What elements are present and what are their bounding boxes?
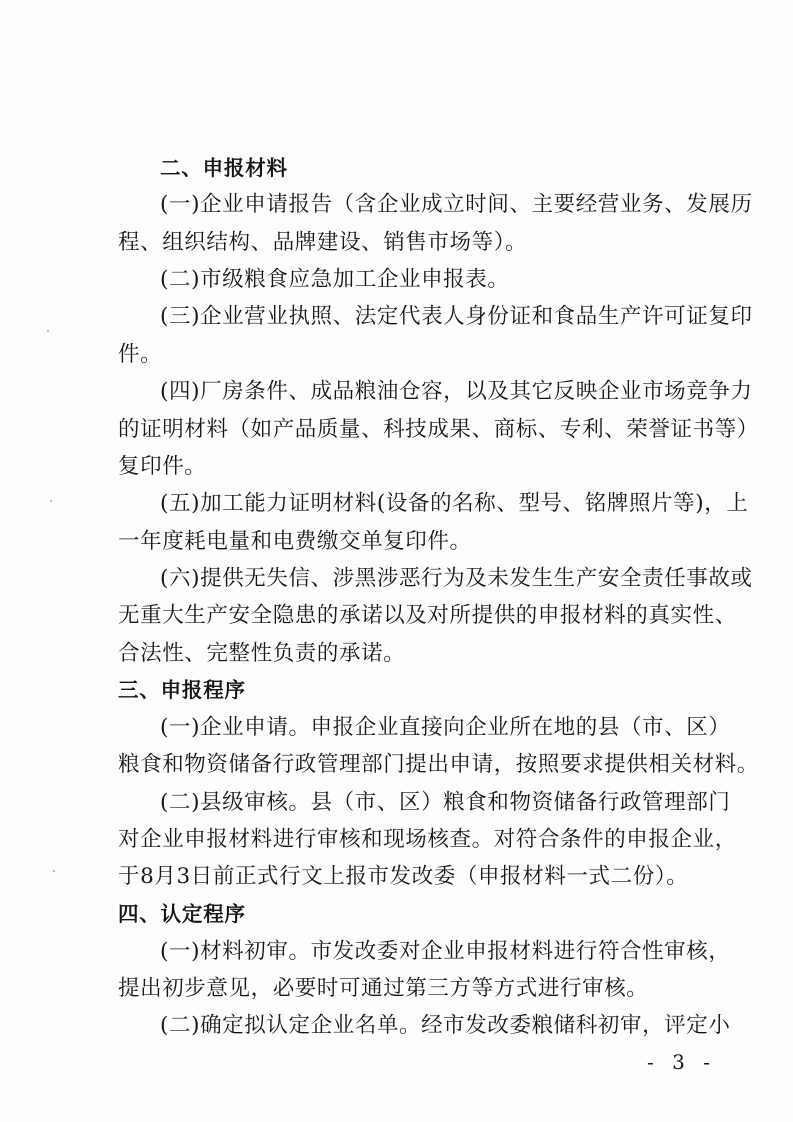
text-line: 于8月3日前正式行文上报市发改委（申报材料一式二份）。 xyxy=(118,864,689,889)
text-line: 程、组织结构、品牌建设、销售市场等）。 xyxy=(118,230,528,255)
text-line: (一)企业申请。申报企业直接向企业所在地的县（市、区） xyxy=(160,715,731,740)
text-line: 件。 xyxy=(118,342,163,367)
text-line: (六)提供无失信、涉黑涉恶行为及未发生生产安全责任事故或 xyxy=(160,566,753,591)
text-line: 粮食和物资储备行政管理部门提出申请，按照要求提供相关材料。 xyxy=(118,752,759,777)
text-line: (五)加工能力证明材料(设备的名称、型号、铭牌照片等)，上 xyxy=(160,491,749,516)
scan-speck xyxy=(53,870,55,872)
text-line: 一年度耗电量和电费缴交单复印件。 xyxy=(118,529,472,554)
section-heading-materials: 二、申报材料 xyxy=(160,156,288,180)
section-heading-recognition: 四、认定程序 xyxy=(118,902,246,926)
page-number: - 3 - xyxy=(647,1050,716,1074)
text-line: (四)厂房条件、成品粮油仓容，以及其它反映企业市场竞争力 xyxy=(160,379,753,404)
text-line: (一)材料初审。市发改委对企业申报材料进行符合性审核， xyxy=(160,939,731,964)
text-line: 无重大生产安全隐患的承诺以及对所提供的申报材料的真实性、 xyxy=(118,603,737,628)
scan-speck xyxy=(50,500,52,502)
text-line: (二)市级粮食应急加工企业申报表。 xyxy=(160,267,510,292)
text-line: (二)确定拟认定企业名单。经市发改委粮储科初审，评定小 xyxy=(160,1013,731,1038)
text-line: 提出初步意见，必要时可通过第三方等方式进行审核。 xyxy=(118,976,649,1001)
text-line: 对企业申报材料进行审核和现场核查。对符合条件的申报企业， xyxy=(118,827,737,852)
text-line: (三)企业营业执照、法定代表人身份证和食品生产许可证复印 xyxy=(160,304,753,329)
text-line: 的证明材料（如产品质量、科技成果、商标、专利、荣誉证书等） xyxy=(118,417,759,442)
scan-speck xyxy=(47,330,49,332)
text-line: 复印件。 xyxy=(118,454,207,479)
text-line: 合法性、完整性负责的承诺。 xyxy=(118,641,406,666)
section-heading-procedure: 三、申报程序 xyxy=(118,678,246,702)
text-line: (一)企业申请报告（含企业成立时间、主要经营业务、发展历 xyxy=(160,192,753,217)
text-line: (二)县级审核。县（市、区）粮食和物资储备行政管理部门 xyxy=(160,790,731,815)
